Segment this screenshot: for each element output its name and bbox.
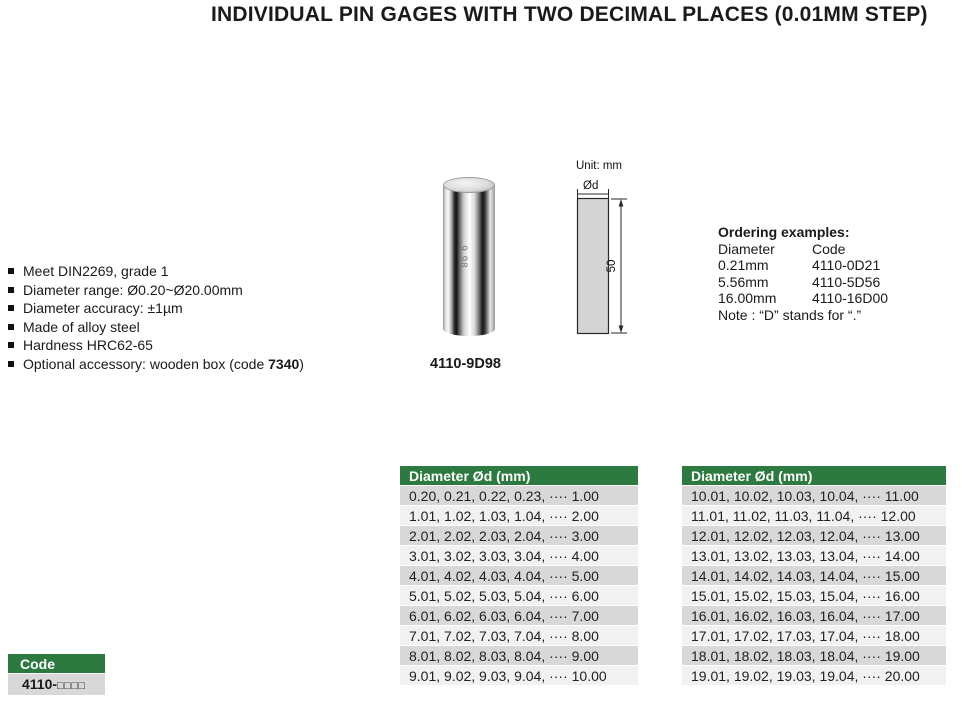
feature-text: Diameter accuracy: ±1µm xyxy=(23,300,183,316)
feature-item xyxy=(8,262,304,281)
table-row: 4.01, 4.02, 4.03, 4.04, ···· 5.00 xyxy=(400,566,638,586)
code-placeholder-boxes: □□□□ xyxy=(57,680,86,692)
table-header: Diameter Ød (mm) xyxy=(400,466,638,486)
table-row: 19.01, 19.02, 19.03, 19.04, ···· 20.00 xyxy=(682,666,946,686)
table-row: 16.01, 16.02, 16.03, 16.04, ···· 17.00 xyxy=(682,606,946,626)
feature-item xyxy=(8,299,304,318)
feature-text: Diameter range: Ø0.20~Ø20.00mm xyxy=(23,281,243,298)
table-row: 18.01, 18.02, 18.03, 18.04, ···· 19.00 xyxy=(682,646,946,666)
table-row: 12.01, 12.02, 12.03, 12.04, ···· 13.00 xyxy=(682,526,946,546)
bullet-square-icon xyxy=(8,287,14,293)
length-dim-label: 50 xyxy=(606,259,618,273)
feature-text: Hardness HRC62-65 xyxy=(23,337,153,353)
feature-item xyxy=(8,281,304,300)
pin-outline-rect xyxy=(578,199,609,334)
page-title: INDIVIDUAL PIN GAGES WITH TWO DECIMAL PLACES (0.01MM STEP) xyxy=(211,3,928,26)
ordering-code: 4110-16D00 xyxy=(812,290,889,307)
ordering-col2-header: Code xyxy=(812,241,846,257)
table-row: 9.01, 9.02, 9.03, 9.04, ···· 10.00 xyxy=(400,666,638,686)
unit-label: Unit: mm xyxy=(576,160,622,172)
table-header: Diameter Ød (mm) xyxy=(682,466,946,486)
bullet-square-icon xyxy=(8,305,14,311)
table-row: 6.01, 6.02, 6.03, 6.04, ···· 7.00 xyxy=(400,606,638,626)
feature-item xyxy=(8,336,304,355)
ordering-title: Ordering examples: xyxy=(718,224,850,240)
table-row: 15.01, 15.02, 15.03, 15.04, ···· 16.00 xyxy=(682,586,946,606)
ordering-diameter: 16.00mm xyxy=(718,290,777,307)
ordering-diameter: 5.56mm xyxy=(718,273,769,290)
arrow-down-icon xyxy=(619,326,624,334)
table-row: 10.01, 10.02, 10.03, 10.04, ···· 11.00 xyxy=(682,486,946,506)
code-prefix: 4110- xyxy=(22,676,58,692)
ordering-col1-header: Diameter xyxy=(718,241,775,257)
table-row: 13.01, 13.02, 13.03, 13.04, ···· 14.00 xyxy=(682,546,946,566)
ordering-diameter: 0.21mm xyxy=(718,257,769,274)
bullet-square-icon xyxy=(8,342,14,348)
table-row: 8.01, 8.02, 8.03, 8.04, ···· 9.00 xyxy=(400,646,638,666)
pin-top-face xyxy=(443,177,495,193)
ordering-row xyxy=(718,257,888,273)
diameter-table-2 xyxy=(682,466,946,686)
bullet-square-icon xyxy=(8,361,14,367)
feature-list xyxy=(8,262,304,373)
ordering-code: 4110-0D21 xyxy=(812,257,881,274)
product-code-label: 4110-9D98 xyxy=(430,356,501,372)
feature-text: Meet DIN2269, grade 1 xyxy=(23,263,169,279)
ordering-rows xyxy=(718,257,888,306)
ordering-examples xyxy=(718,224,888,323)
feature-text: Made of alloy steel xyxy=(23,318,140,335)
pin-gage-photo xyxy=(443,177,495,337)
table-rows xyxy=(400,486,638,686)
table-row: 1.01, 1.02, 1.03, 1.04, ···· 2.00 xyxy=(400,506,638,526)
bullet-square-icon xyxy=(8,324,14,330)
feature-item xyxy=(8,318,304,337)
ordering-note: Note : “D” stands for “.” xyxy=(718,306,862,323)
ordering-header-row xyxy=(718,241,888,257)
table-row: 3.01, 3.02, 3.03, 3.04, ···· 4.00 xyxy=(400,546,638,566)
code-block-header: Code xyxy=(8,654,105,674)
table-rows xyxy=(682,486,946,686)
bullet-square-icon xyxy=(8,268,14,274)
ordering-row xyxy=(718,274,888,290)
table-row: 11.01, 11.02, 11.03, 11.04, ···· 12.00 xyxy=(682,506,946,526)
table-row: 7.01, 7.02, 7.03, 7.04, ···· 8.00 xyxy=(400,626,638,646)
ordering-code: 4110-5D56 xyxy=(812,273,881,290)
feature-item xyxy=(8,355,304,374)
code-block xyxy=(8,654,105,695)
table-row: 2.01, 2.02, 2.03, 2.04, ···· 3.00 xyxy=(400,526,638,546)
table-row: 0.20, 0.21, 0.22, 0.23, ···· 1.00 xyxy=(400,486,638,506)
table-row: 5.01, 5.02, 5.03, 5.04, ···· 6.00 xyxy=(400,586,638,606)
code-block-value xyxy=(8,674,105,695)
dimension-diagram xyxy=(563,158,643,340)
table-row: 17.01, 17.02, 17.03, 17.04, ···· 18.00 xyxy=(682,626,946,646)
diameter-table-1 xyxy=(400,466,638,686)
pin-body xyxy=(443,185,495,336)
feature-text: Optional accessory: wooden box (code 7340) xyxy=(23,355,304,372)
diameter-dim-label: Ød xyxy=(583,180,599,192)
ordering-row xyxy=(718,290,888,306)
arrow-up-icon xyxy=(619,199,624,207)
table-row: 14.01, 14.02, 14.03, 14.04, ···· 15.00 xyxy=(682,566,946,586)
pin-engraving: 9.98 xyxy=(457,245,469,270)
